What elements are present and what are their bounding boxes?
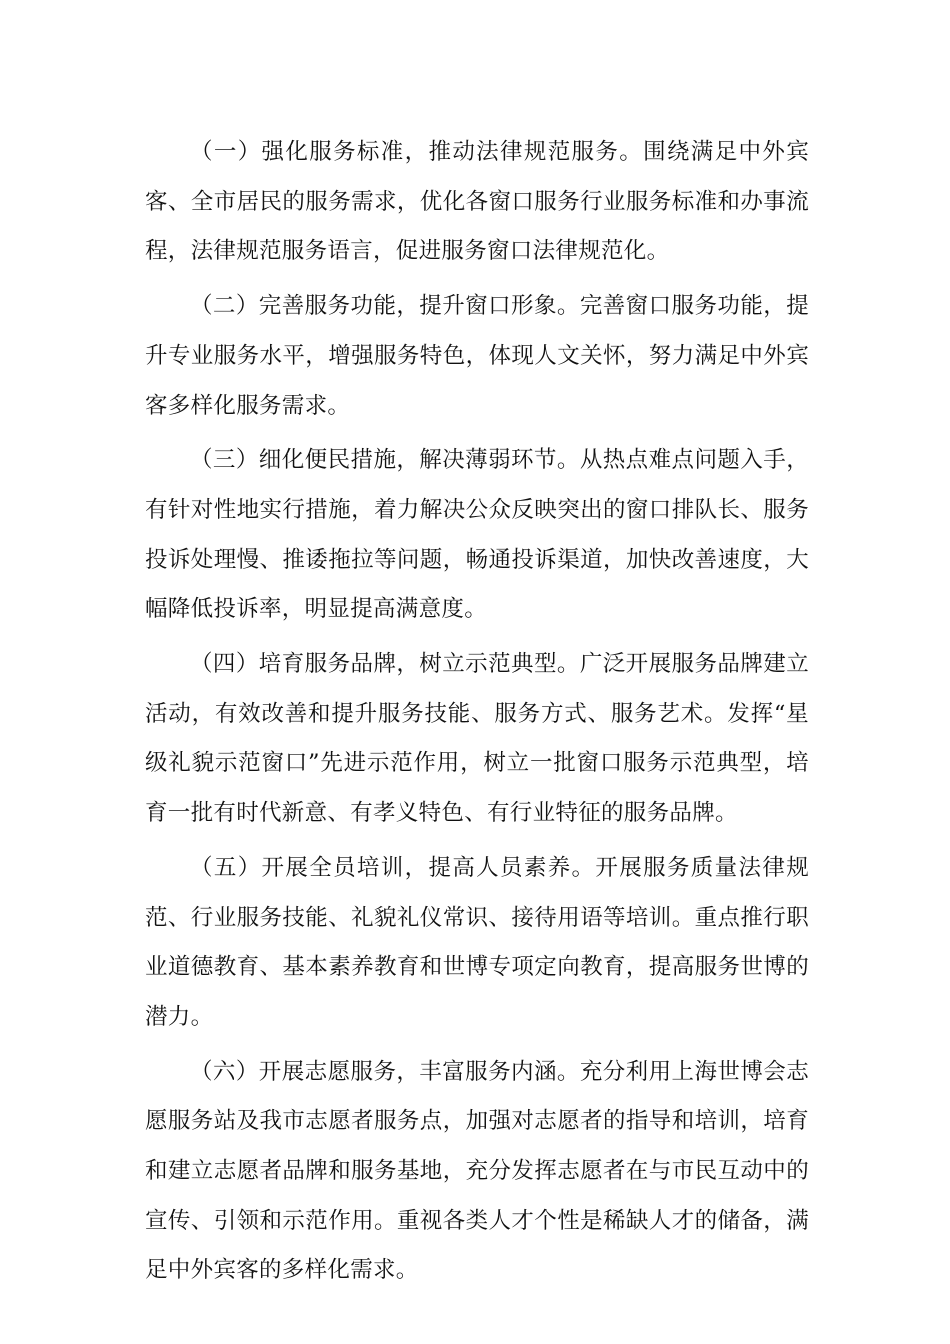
paragraph-3: （三）细化便民措施，解决薄弱环节。从热点难点问题入手，有针对性地实行措施，着力解决公众反映突出的窗口排队长、服务投诉处理慢、推诿拖拉等问题，畅通投诉渠道，加快改善速度，大幅降低投诉率，明显提高满意度。 — [145, 447, 809, 623]
document-page — [145, 128, 809, 1301]
paragraph-4: （四）培育服务品牌，树立示范典型。广泛开展服务品牌建立活动，有效改善和提升服务技能、服务方式、服务艺术。发挥“星级礼貌示范窗口”先进示范作用，树立一批窗口服务示范典型，培育一批有时代新意、有孝义特色、有行业特征的服务品牌。 — [145, 651, 809, 827]
paragraph-6: （六）开展志愿服务，丰富服务内涵。充分利用上海世博会志愿服务站及我市志愿者服务点，加强对志愿者的指导和培训，培育和建立志愿者品牌和服务基地，充分发挥志愿者在与市民互动中的宣传、引领和示范作用。重视各类人才个性是稀缺人才的储备，满足中外宾客的多样化需求。 — [145, 1058, 809, 1284]
paragraph-2: （二）完善服务功能，提升窗口形象。完善窗口服务功能，提升专业服务水平，增强服务特色，体现人文关怀，努力满足中外宾客多样化服务需求。 — [145, 293, 809, 419]
paragraph-1: （一）强化服务标准，推动法律规范服务。围绕满足中外宾客、全市居民的服务需求，优化各窗口服务行业服务标准和办事流程，法律规范服务语言，促进服务窗口法律规范化。 — [145, 139, 809, 265]
paragraph-5: （五）开展全员培训，提高人员素养。开展服务质量法律规范、行业服务技能、礼貌礼仪常识、接待用语等培训。重点推行职业道德教育、基本素养教育和世博专项定向教育，提高服务世博的潜力。 — [145, 854, 809, 1030]
